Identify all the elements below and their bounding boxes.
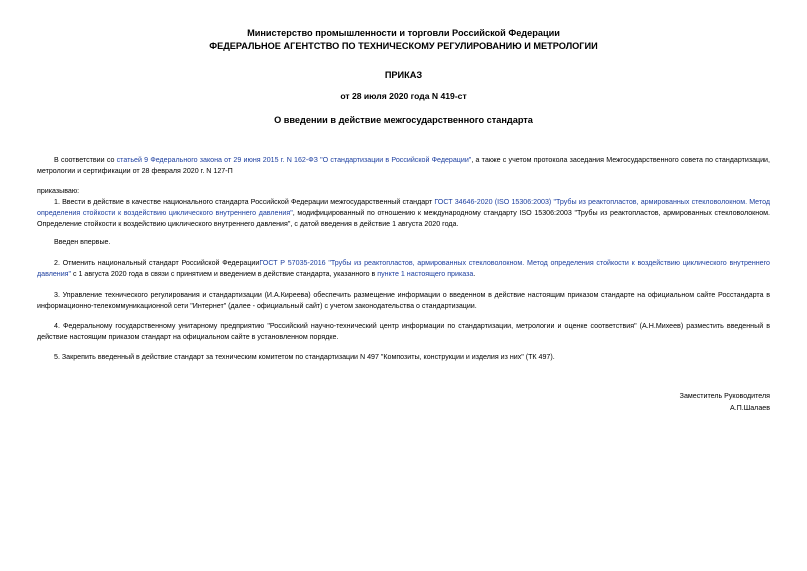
document-subject: О введении в действие межгосударственного стандарта: [274, 115, 533, 125]
item-5-paragraph: 5. Закрепить введенный в действие стандарт за техническим комитетом по стандартизации N 497 "Композиты, конструкции и изделия из них" (ТК 497).: [54, 353, 555, 361]
item-2-text: .: [473, 270, 476, 279]
item-1-text: , модифицированный по отношению к международному стандарту ISO 15306:2003 "Трубы из реактопластов, армированных стекловолокном. Определение стойкости к воздействию циклического внутреннего давления", с датой введения в действие 1 августа 2020 года.: [37, 209, 770, 229]
item-2-paragraph: [37, 258, 770, 280]
document-date-number: от 28 июля 2020 года N 419-ст: [340, 91, 467, 101]
preamble-text: В соответствии со: [54, 156, 117, 164]
item-3-paragraph: 3. Управление технического регулирования и стандартизации (И.А.Киреева) обеспечить размещение информации о введенном в действие настоящим приказом стандарте на официальном сайте Росстандарта в информационно-телекоммуникационной сети "Интернет" (далее - официальный сайт) с учетом законодательства о стандартизации.: [37, 291, 770, 311]
order-item-1-link[interactable]: пункте 1 настоящего приказа: [377, 270, 474, 279]
signatory-position: Заместитель Руководителя: [679, 392, 770, 400]
item-2-text: 2. Отменить национальный стандарт Российской Федерации: [54, 259, 260, 267]
item-4-paragraph: 4. Федеральному государственному унитарному предприятию "Российский научно-технический центр информации по стандартизации, метрологии и оценке соответствия" (А.Н.Михеев) разместить введенный в действие настоящим приказом стандарт на официальном сайте в установленном порядке.: [37, 322, 770, 342]
federal-law-link[interactable]: статьей 9 Федерального закона от 29 июня 2015 г. N 162-ФЗ "О стандартизации в Российской Федерации": [116, 156, 472, 164]
preamble-text: , а также с учетом протокола заседания Межгосударственного совета по стандартизации, метрологии и сертификации от 28 февраля 2020 г. N 127-П: [37, 156, 770, 176]
gost-34646-link[interactable]: ГОСТ 34646-2020 (ISO 15306:2003) "Трубы из реактопластов, армированных стекловолокном. Метод определения стойкости к воздействию циклического внутреннего давления": [37, 198, 770, 218]
agency-heading: ФЕДЕРАЛЬНОЕ АГЕНТСТВО ПО ТЕХНИЧЕСКОМУ РЕГУЛИРОВАНИЮ И МЕТРОЛОГИИ: [209, 41, 598, 51]
document-type: ПРИКАЗ: [384, 70, 423, 80]
order-word: приказываю:: [37, 187, 80, 195]
preamble-paragraph: [37, 155, 770, 177]
item-2-text: с 1 августа 2020 года в связи с принятием и введением в действие стандарта, указанного в: [71, 270, 378, 279]
signatory-name: А.П.Шалаев: [729, 404, 770, 412]
item-1-text: 1. Ввести в действие в качестве национального стандарта Российской Федерации межгосударственный стандарт: [54, 198, 435, 206]
ministry-heading: Министерство промышленности и торговли Российской Федерации: [247, 28, 560, 38]
introduced-first-note: Введен впервые.: [54, 238, 111, 246]
item-1-paragraph: [37, 197, 770, 231]
gost-r-57035-link[interactable]: ГОСТ Р 57035-2016 "Трубы из реактопластов, армированных стекловолокном. Метод определения стойкости к воздействию циклического внутреннего давления": [37, 259, 770, 279]
